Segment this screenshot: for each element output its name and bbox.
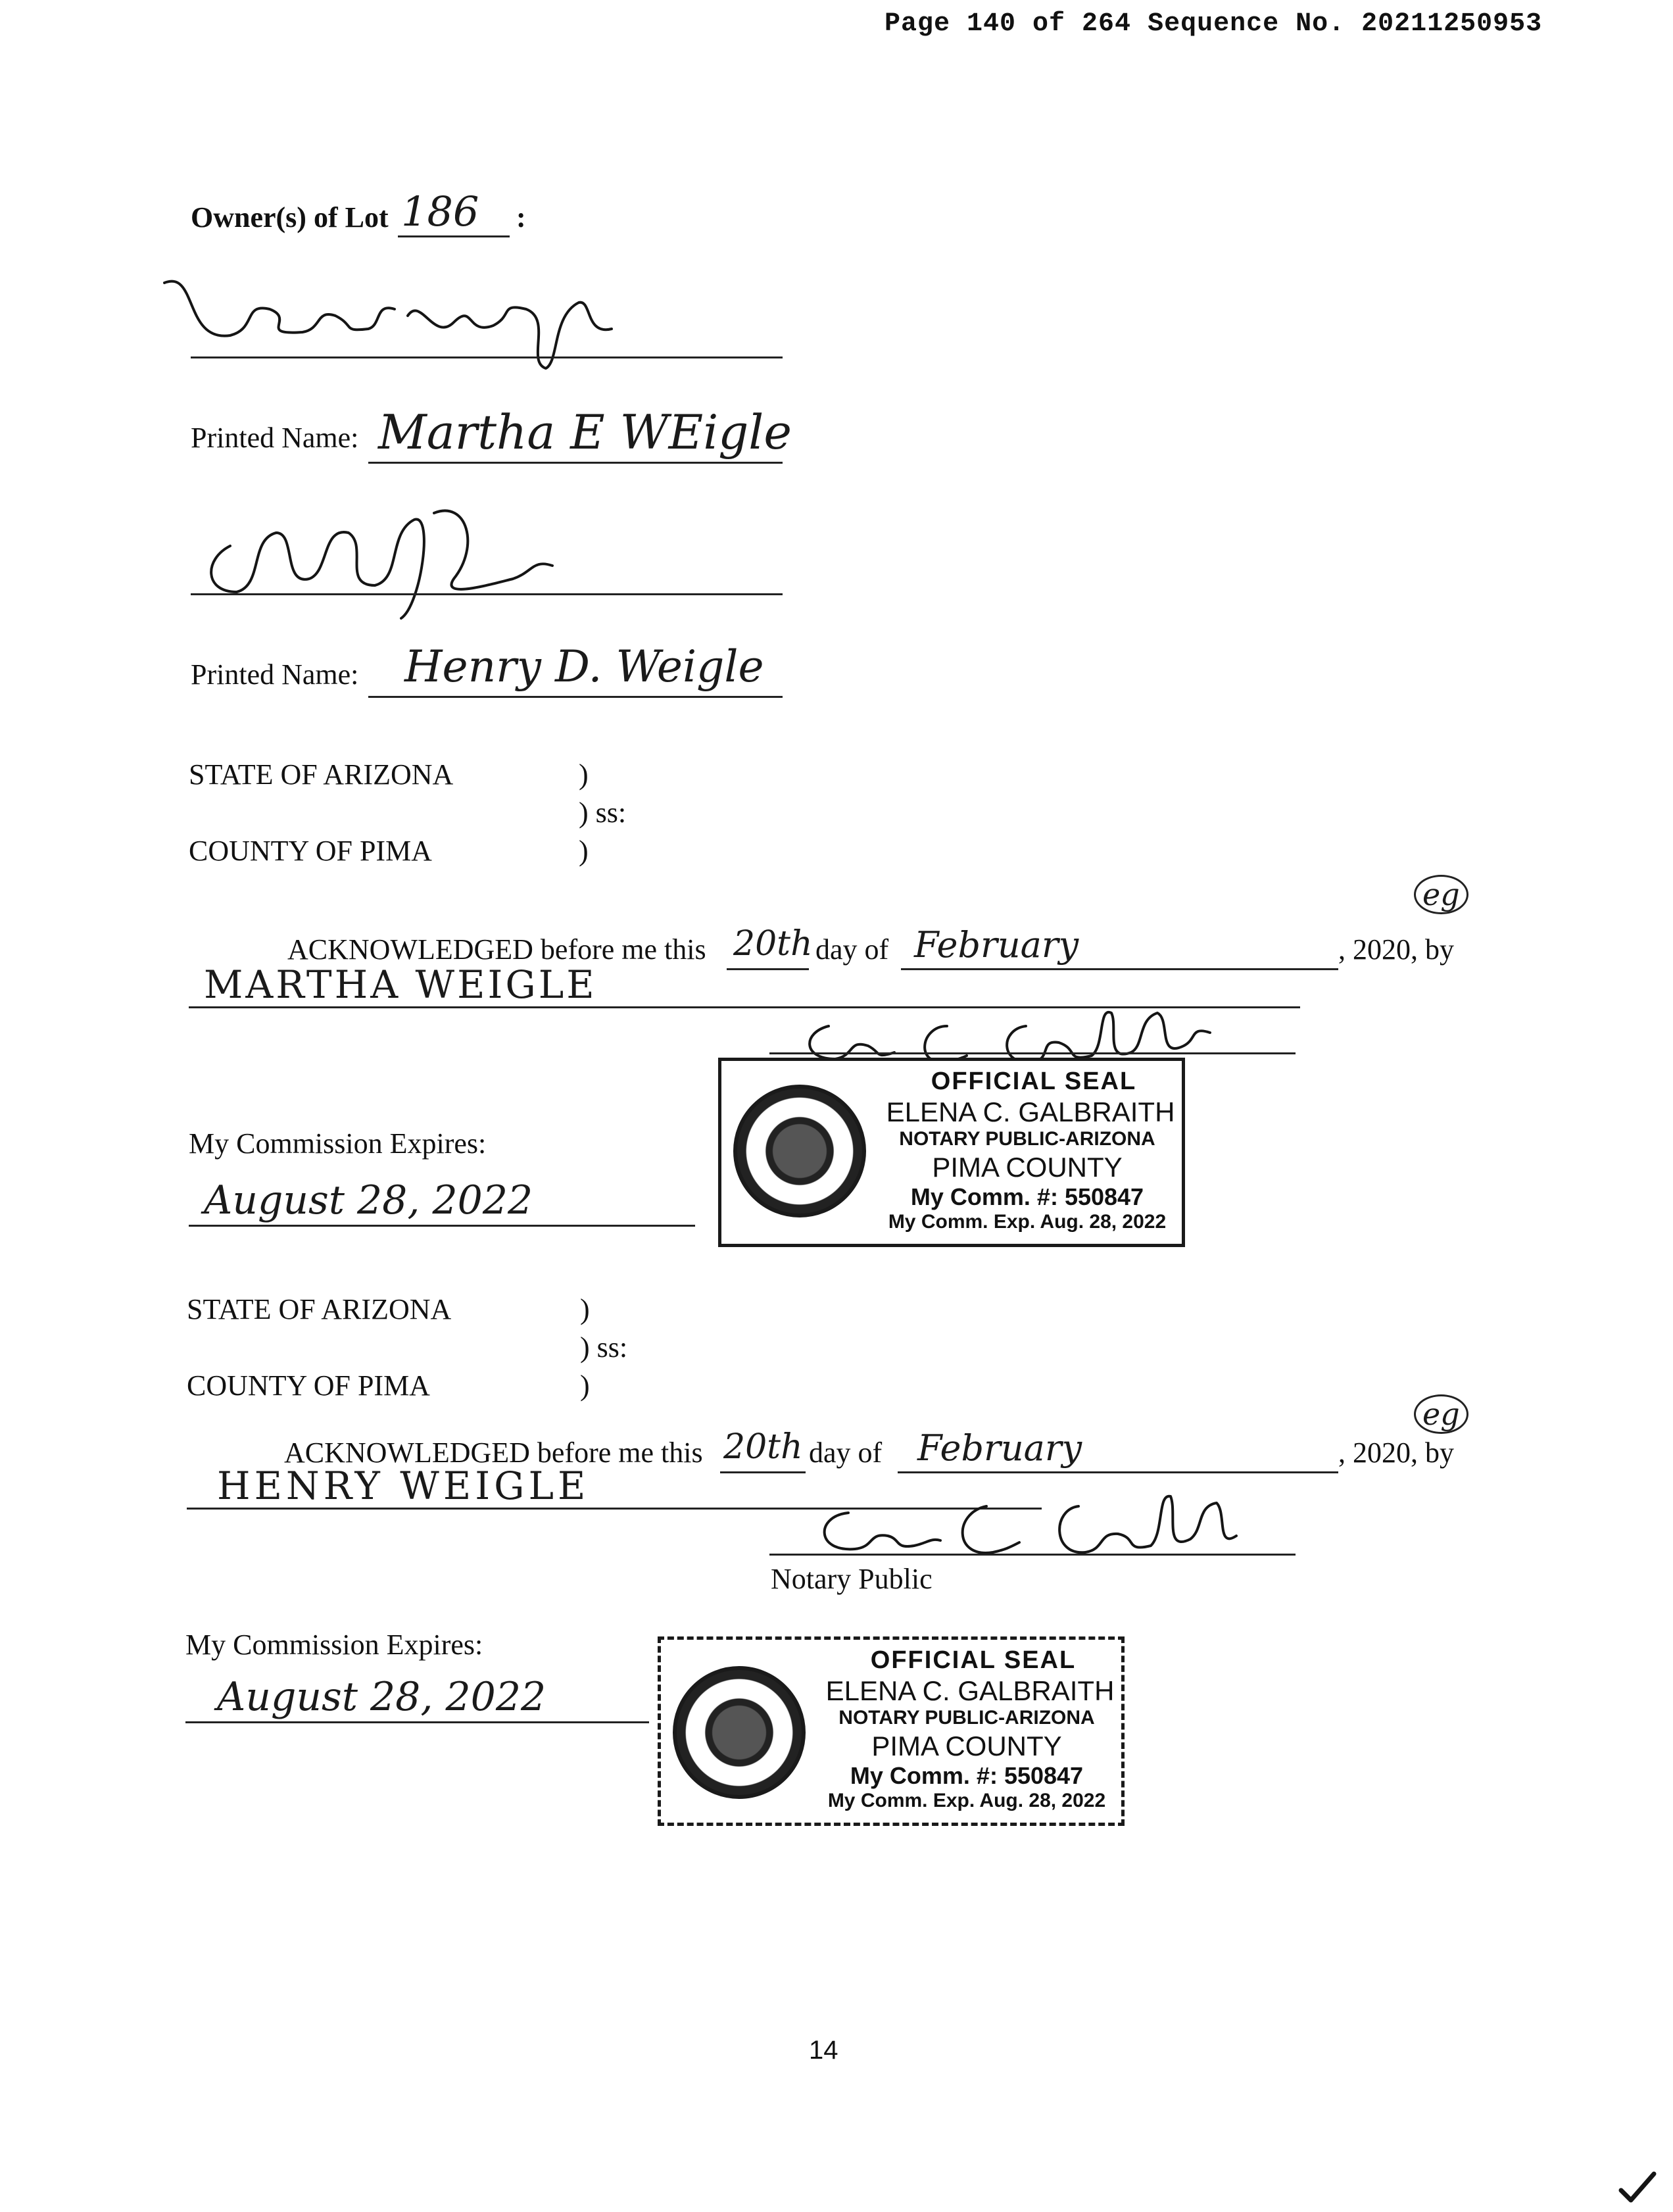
seal1-commission-expiry: My Comm. Exp. Aug. 28, 2022 [888, 1211, 1167, 1233]
owner2-printed-name-label: Printed Name: [191, 658, 359, 691]
seal2-commission-expiry: My Comm. Exp. Aug. 28, 2022 [827, 1790, 1106, 1811]
owner1-signature-line [191, 356, 783, 358]
ack1-name-value: MARTHA WEIGLE [204, 962, 597, 1007]
ack1-ss: ) ss: [579, 797, 627, 829]
owners-lot-label: Owner(s) of Lot [191, 201, 389, 233]
ack2-county-label: COUNTY OF PIMA [187, 1369, 430, 1402]
ack1-month-value: February [914, 924, 1079, 966]
ack2-notary-signature [789, 1487, 1236, 1572]
page-sequence-header: Page 140 of 264 Sequence No. 20211250953 [885, 9, 1543, 39]
ack1-county-label: COUNTY OF PIMA [189, 835, 432, 867]
page-number: 14 [809, 2036, 838, 2065]
owner2-printed-name: Henry D. Weigle [404, 641, 764, 692]
seal1-commission-number: My Comm. #: 550847 [910, 1183, 1144, 1210]
owner2-printed-name-line [368, 696, 783, 698]
arizona-state-seal-icon [673, 1666, 806, 1799]
arizona-state-seal-icon [733, 1085, 866, 1217]
lot-number: 186 [401, 187, 479, 235]
ack1-commission-value: August 28, 2022 [204, 1177, 533, 1223]
ack1-initials: eg [1414, 875, 1468, 914]
ack1-day-value: 20th [733, 924, 813, 964]
ack2-notary-public-label: Notary Public [771, 1563, 933, 1595]
ack1-commission-line [189, 1225, 695, 1227]
owner1-printed-name-label: Printed Name: [191, 422, 359, 454]
ack2-notary-line [769, 1554, 1296, 1556]
lot-colon: : [516, 201, 526, 233]
ack2-day-line [720, 1471, 806, 1473]
lot-number-line [398, 235, 510, 237]
ack2-month-line [898, 1471, 1338, 1473]
seal2-official-seal: OFFICIAL SEAL [870, 1646, 1077, 1674]
owner1-printed-name-line [368, 462, 783, 464]
seal2-county: PIMA COUNTY [871, 1731, 1062, 1761]
ack2-commission-label: My Commission Expires: [185, 1629, 483, 1661]
seal1-notary-public-arizona: NOTARY PUBLIC-ARIZONA [899, 1128, 1155, 1150]
ack2-initials: eg [1414, 1394, 1468, 1434]
seal1-county: PIMA COUNTY [932, 1152, 1123, 1183]
ack2-name-value: HENRY WEIGLE [217, 1463, 590, 1508]
seal1-notary-name: ELENA C. GALBRAITH [886, 1096, 1175, 1127]
seal2-commission-number: My Comm. #: 550847 [850, 1762, 1084, 1789]
ack2-paren-top: ) [580, 1293, 590, 1325]
notary-seal-1 [718, 1058, 1185, 1247]
owner1-printed-name: Martha E WEigle [378, 405, 792, 460]
ack2-commission-value: August 28, 2022 [217, 1674, 546, 1720]
ack1-acknowledged-text: ACKNOWLEDGED before me this [287, 933, 706, 966]
ack2-state-label: STATE OF ARIZONA [187, 1293, 452, 1325]
ack2-ss: ) ss: [580, 1331, 628, 1364]
ack1-day-line [727, 968, 809, 970]
ack2-year-text: , 2020, by [1338, 1437, 1454, 1469]
seal2-notary-public-arizona: NOTARY PUBLIC-ARIZONA [838, 1707, 1095, 1729]
ack2-commission-line [185, 1721, 649, 1723]
ack1-month-line [901, 968, 1338, 970]
seal2-notary-name: ELENA C. GALBRAITH [825, 1675, 1115, 1706]
seal1-official-seal: OFFICIAL SEAL [931, 1068, 1137, 1095]
ack1-paren-bottom: ) [579, 835, 589, 867]
ack2-day-of: day of [809, 1437, 883, 1469]
ack1-state-label: STATE OF ARIZONA [189, 758, 454, 791]
ack1-paren-top: ) [579, 758, 589, 791]
ack1-day-of: day of [815, 933, 889, 966]
ack1-year-text: , 2020, by [1338, 933, 1454, 966]
ack1-commission-label: My Commission Expires: [189, 1127, 487, 1160]
ack1-notary-line [769, 1052, 1296, 1054]
check-mark-icon [1618, 2171, 1657, 2203]
ack2-day-value: 20th [723, 1427, 803, 1467]
ack2-month-value: February [917, 1427, 1082, 1469]
owner2-signature [191, 487, 585, 631]
ack2-paren-bottom: ) [580, 1369, 590, 1402]
owner2-signature-line [191, 593, 783, 595]
notary-seal-2 [658, 1636, 1125, 1826]
ack2-acknowledged-text: ACKNOWLEDGED before me this [284, 1437, 703, 1469]
